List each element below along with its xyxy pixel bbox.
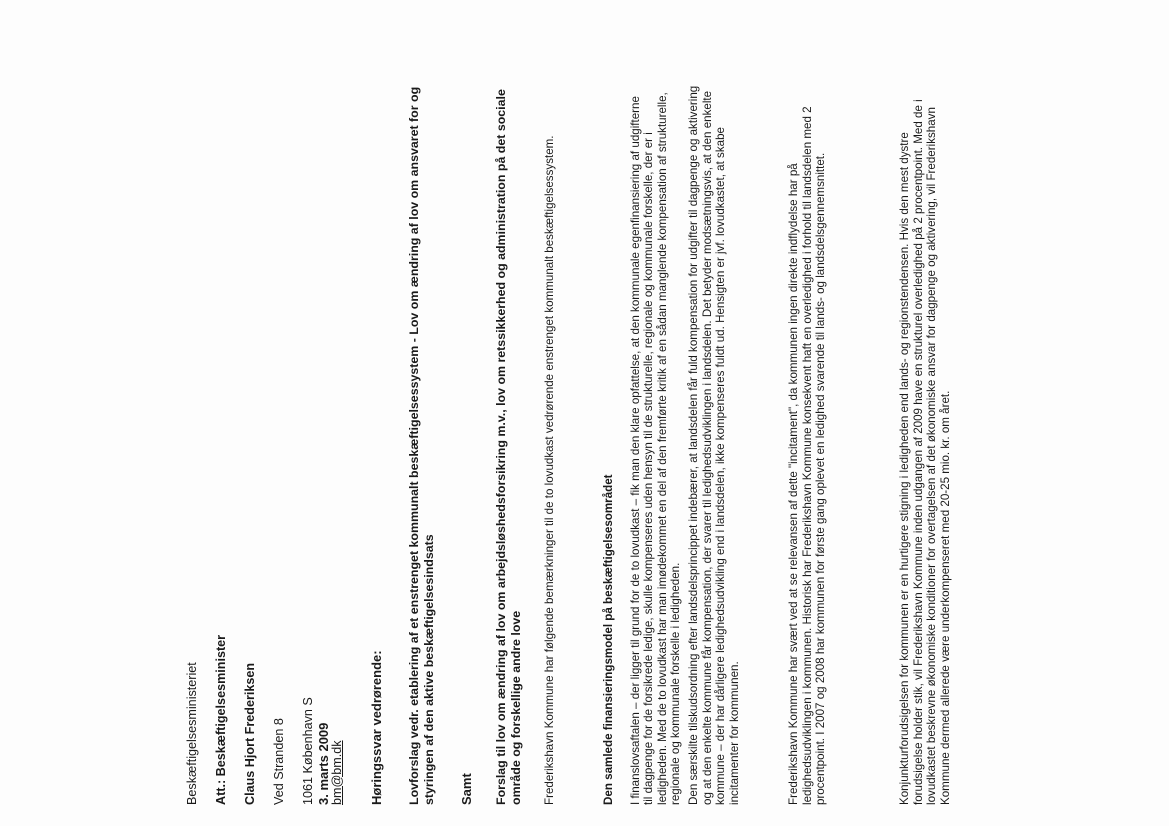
letter-date: 3. marts 2009 — [316, 722, 331, 805]
title-2: Forslag til lov om ændring af lov om arbejdsløshedsforsikring m.v., lov om retssikkerhed og administration på det sociale område og forskellige andre love — [494, 89, 523, 805]
recipient-att: Att.: Beskæftigelsesminister — [213, 634, 228, 805]
section-1-text: I finanslovsaftalen – der ligger til grund for de to lovudkast – fik man den klare opfattelse, at den kommunale egenfinansiering af udgifterne til dagpenge for de forsikrede ledige, skulle kompenseres uden hensyn til de strukturelle, regionale og kommunale forskelle, der er i ledigheden. Med de to lovudkast har man imødekommet en del af den fremførte kritik af en sådan manglende kompensation af strukturelle, regionale og kommunale forskelle i ledigheden. — [628, 92, 682, 805]
paragraph-4: Konjunkturforudsigelsen for kommunen er en hurtigere stigning i ledigheden end lands- og regionstendensen. Hvis den mest dystre forudsigelse holder stik, vil Frederikshavn Kommune inden udgangen af 2009 have en strukturel overledighed på 2 procentpoint. Med de i lovudkastet beskrevne økonomiske konditioner for overtagelsen af det økonomiske ansvar for dagpenge og aktivering, vil Frederikshavn Kommune dermed allerede være underkompenseret med 20-25 mio. kr. om året. — [898, 99, 952, 805]
samt-label: Samt — [459, 773, 474, 805]
paragraph-2: Den særskilte tilskudsordning efter landsdelsprincippet indebærer, at landsdelen får fuld kompensation for udgifter til dagpenge og aktivering og at den enkelte kommune får kompensation, der svarer til ledighedsudviklingen i landsdelen. Det betyder modsætningsvis, at den enkelte kommune – der har dårligere ledighedsudvikling end i landsdelen, ikke kompenseres fuldt ud. Hensigten er jvf. lovudkastet, at skabe incitamenter for kommunen. — [687, 85, 741, 805]
recipient-email[interactable]: bm@bm.dk — [329, 740, 344, 805]
recipient-org: Beskæftigelsesministeriet — [184, 662, 199, 805]
title-1: Lovforslag vedr. etablering af et enstrenget kommunalt beskæftigelsessystem - Lov om ændring af lov om ansvaret for og styringen af den aktive beskæftigelsesindsats — [407, 86, 436, 805]
letter-heading: Høringssvar vedrørende: — [369, 650, 384, 805]
recipient-city: 1061 København S — [300, 697, 315, 805]
rotated-letter — [170, 85, 1169, 805]
section-1 — [588, 85, 696, 805]
recipient-street: Ved Stranden 8 — [271, 718, 286, 805]
paragraph-3: Frederikshavn Kommune har svært ved at se relevansen af dette "incitament", da kommunen ingen direkte indflydelse har på ledighedsudviklingen i kommunen. Historisk har Frederikshavn Kommune konsekvent haft en overledighed i forhold til landsdelen med 2 procentpoint. I 2007 og 2008 har kommunen for første gang oplevet en ledighed svarende til lands- og landsdelsgennemsnittet. — [787, 106, 827, 805]
section-1-heading: Den samlede finansieringsmodel på beskæftigelsesområdet — [601, 474, 615, 805]
recipient-name: Claus Hjort Frederiksen — [242, 662, 257, 805]
intro-paragraph: Frederikshavn Kommune har følgende bemærkninger til de to lovudkast vedrørende enstrenget kommunalt beskæftigelsessystem. — [543, 135, 556, 805]
